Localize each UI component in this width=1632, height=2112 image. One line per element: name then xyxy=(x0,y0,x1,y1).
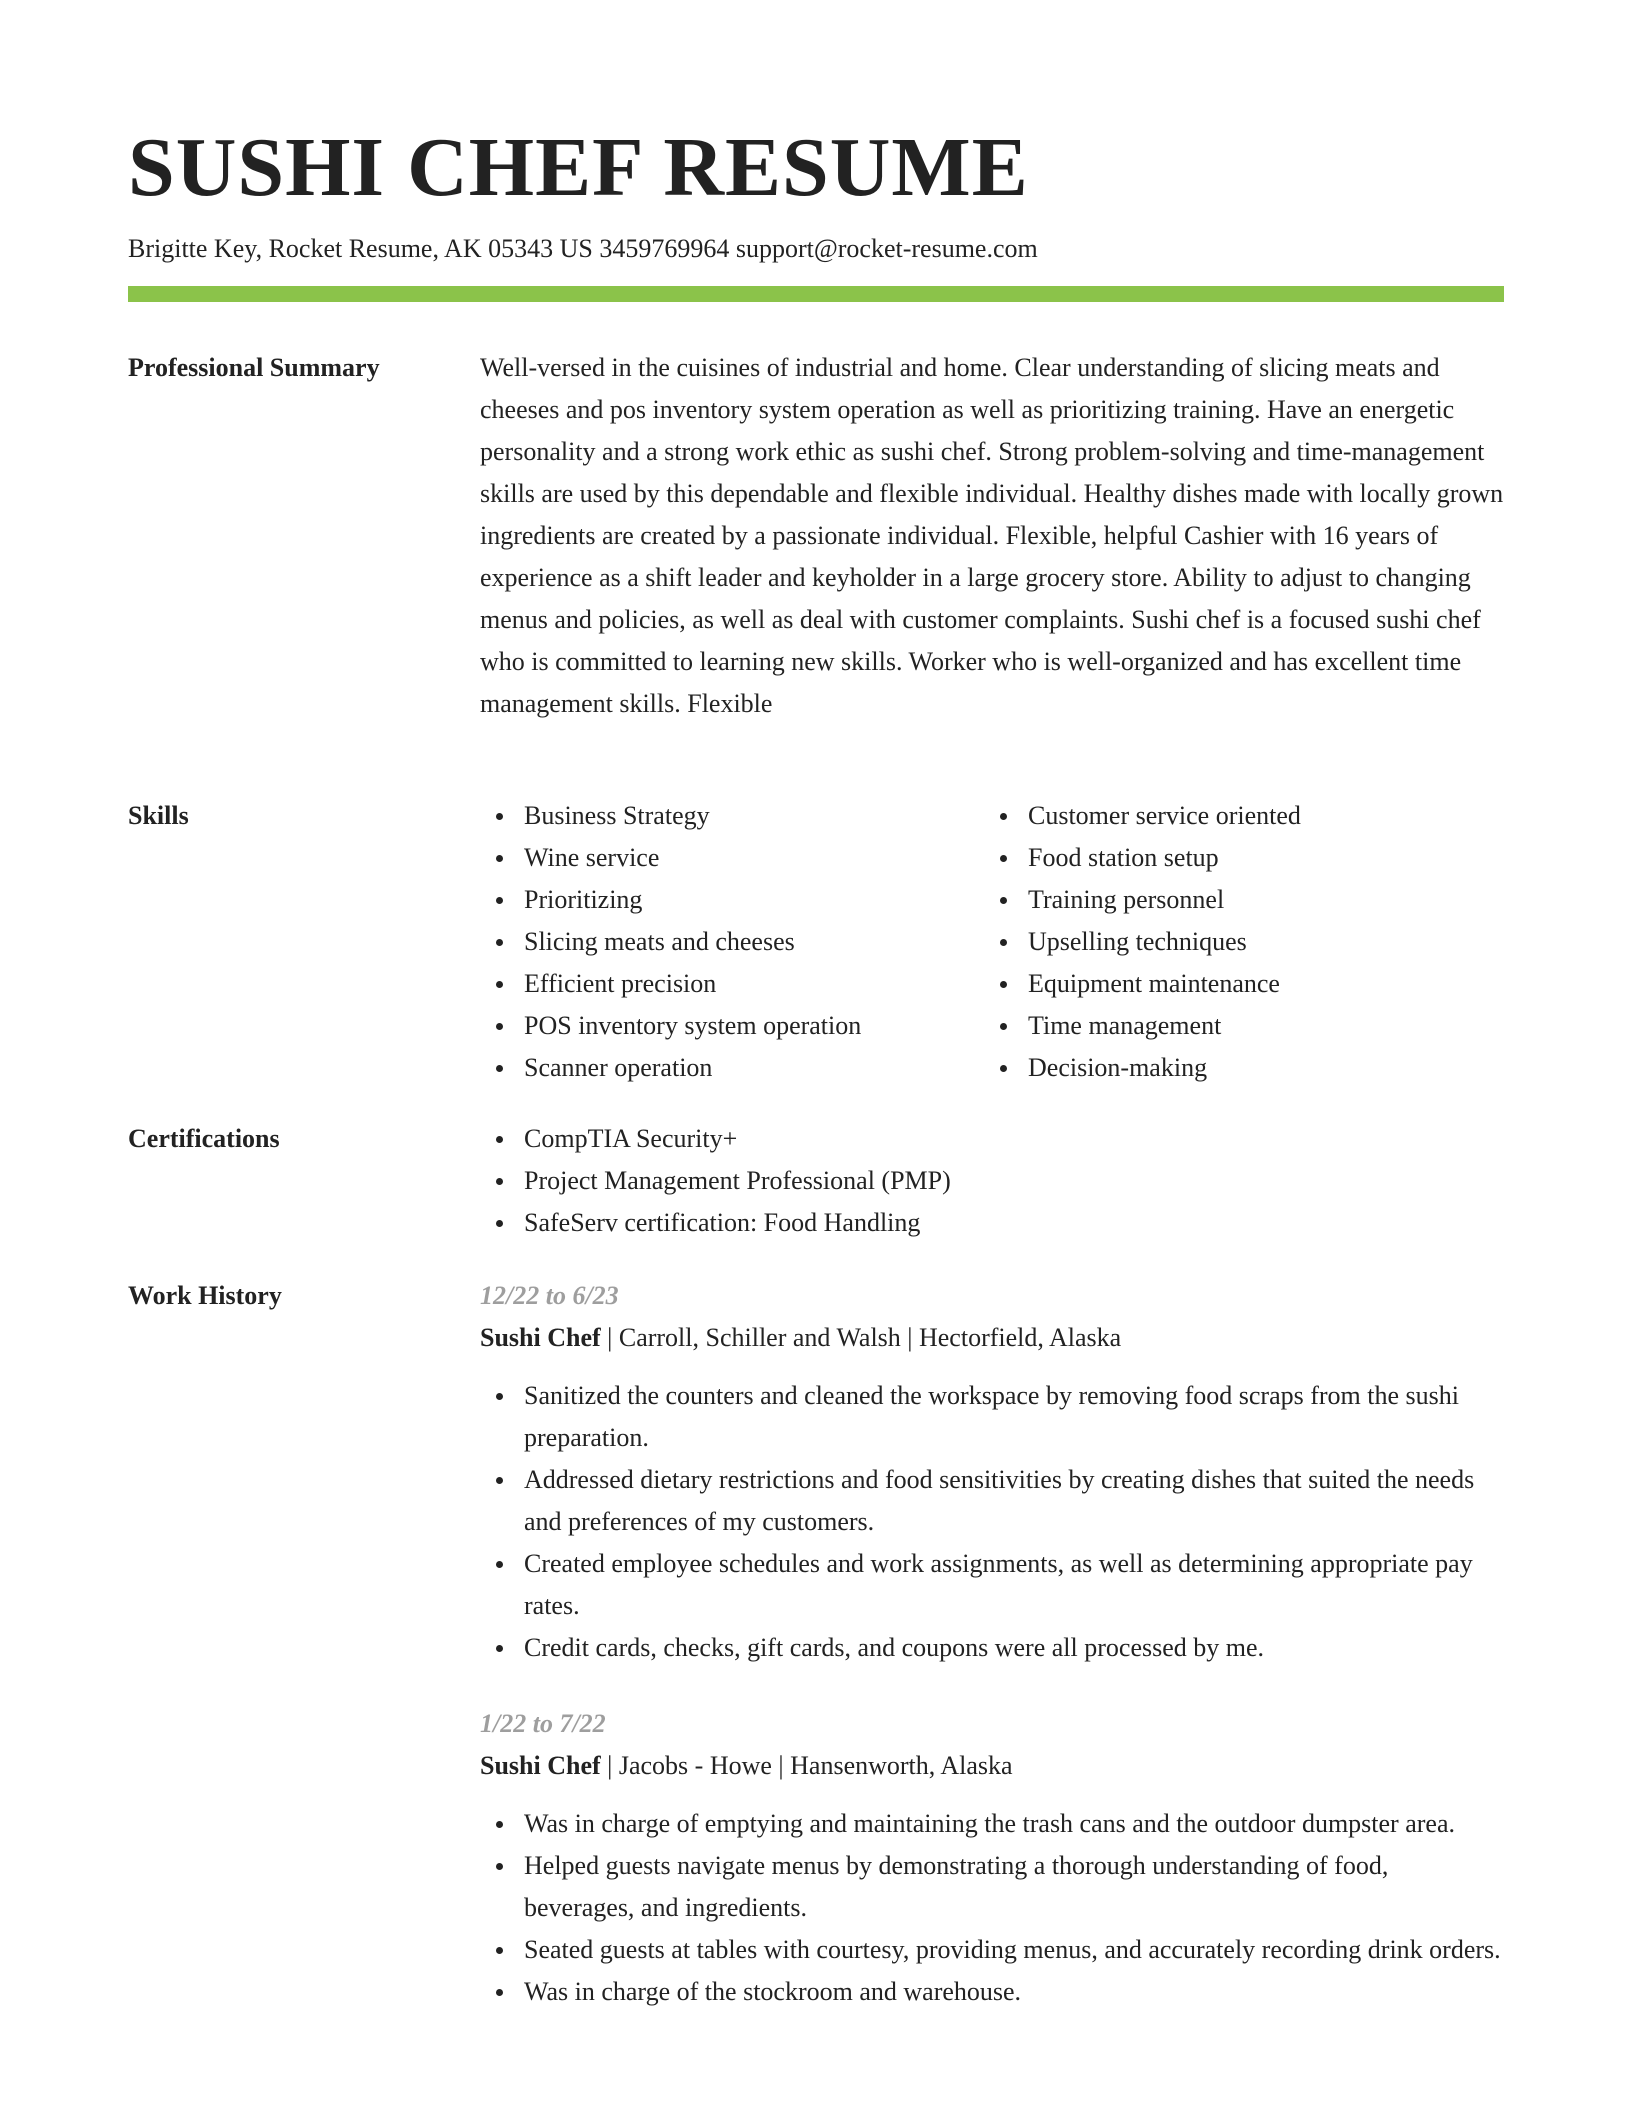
list-item: Customer service oriented xyxy=(984,795,1504,837)
list-item: POS inventory system operation xyxy=(480,1005,984,1047)
list-item: Scanner operation xyxy=(480,1047,984,1089)
list-item: Training personnel xyxy=(984,879,1504,921)
work-history-body xyxy=(480,1275,1504,2047)
header-divider xyxy=(128,286,1504,302)
work-history-label: Work History xyxy=(128,1281,282,1310)
list-item: Prioritizing xyxy=(480,879,984,921)
list-item: SafeServ certification: Food Handling xyxy=(480,1202,1504,1244)
list-item: Efficient precision xyxy=(480,963,984,1005)
list-item: Wine service xyxy=(480,837,984,879)
list-item: Slicing meats and cheeses xyxy=(480,921,984,963)
list-item: Time management xyxy=(984,1005,1504,1047)
job-employer-location: | Jacobs - Howe | Hansenworth, Alaska xyxy=(600,1751,1013,1780)
list-item: Helped guests navigate menus by demonstrating a thorough understanding of food, beverages, and ingredients. xyxy=(480,1845,1504,1929)
summary-text: Well-versed in the cuisines of industrial and home. Clear understanding of slicing meats and cheeses and pos inventory system operation as well as prioritizing training. Have an energetic personality and a strong work ethic as sushi chef. Strong problem-solving and time-management skills are used by this dependable and flexible individual. Healthy dishes made with locally grown ingredients are created by a passionate individual. Flexible, helpful Cashier with 16 years of experience as a shift leader and keyholder in a large grocery store. Ability to adjust to changing menus and policies, as well as deal with customer complaints. Sushi chef is a focused sushi chef who is committed to learning new skills. Worker who is well-organized and has excellent time management skills. Flexible xyxy=(480,353,1504,718)
job-title: Sushi Chef xyxy=(480,1751,601,1780)
summary-label: Professional Summary xyxy=(128,353,380,382)
skills-columns xyxy=(480,795,1504,1089)
job-title: Sushi Chef xyxy=(480,1323,601,1352)
job-entry xyxy=(480,1703,1504,2013)
list-item: Was in charge of the stockroom and warehouse. xyxy=(480,1971,1504,2013)
list-item: Business Strategy xyxy=(480,795,984,837)
list-item: Decision-making xyxy=(984,1047,1504,1089)
list-item: Food station setup xyxy=(984,837,1504,879)
job-employer-location: | Carroll, Schiller and Walsh | Hectorfield, Alaska xyxy=(600,1323,1122,1352)
job-dates: 12/22 to 6/23 xyxy=(480,1281,619,1310)
contact-line: Brigitte Key, Rocket Resume, AK 05343 US 3459769964 support@rocket-resume.com xyxy=(128,234,1038,263)
skills-list-right xyxy=(984,795,1504,1089)
skills-label: Skills xyxy=(128,801,189,830)
certifications-list xyxy=(480,1118,1504,1244)
resume-title: SUSHI CHEF RESUME xyxy=(128,121,1029,214)
skills-list-left xyxy=(480,795,984,1089)
job-entry xyxy=(480,1275,1504,1669)
job-duties-list xyxy=(480,1375,1504,1669)
certifications-label: Certifications xyxy=(128,1124,280,1153)
list-item: Equipment maintenance xyxy=(984,963,1504,1005)
job-duties-list xyxy=(480,1803,1504,2013)
job-dates: 1/22 to 7/22 xyxy=(480,1709,606,1738)
list-item: Was in charge of emptying and maintaining the trash cans and the outdoor dumpster area. xyxy=(480,1803,1504,1845)
list-item: Upselling techniques xyxy=(984,921,1504,963)
list-item: Addressed dietary restrictions and food sensitivities by creating dishes that suited the needs and preferences of my customers. xyxy=(480,1459,1504,1543)
list-item: Project Management Professional (PMP) xyxy=(480,1160,1504,1202)
job-heading xyxy=(480,1317,1504,1359)
list-item: Credit cards, checks, gift cards, and coupons were all processed by me. xyxy=(480,1627,1504,1669)
list-item: CompTIA Security+ xyxy=(480,1118,1504,1160)
list-item: Seated guests at tables with courtesy, providing menus, and accurately recording drink orders. xyxy=(480,1929,1504,1971)
job-heading xyxy=(480,1745,1504,1787)
list-item: Created employee schedules and work assignments, as well as determining appropriate pay rates. xyxy=(480,1543,1504,1627)
list-item: Sanitized the counters and cleaned the workspace by removing food scraps from the sushi preparation. xyxy=(480,1375,1504,1459)
